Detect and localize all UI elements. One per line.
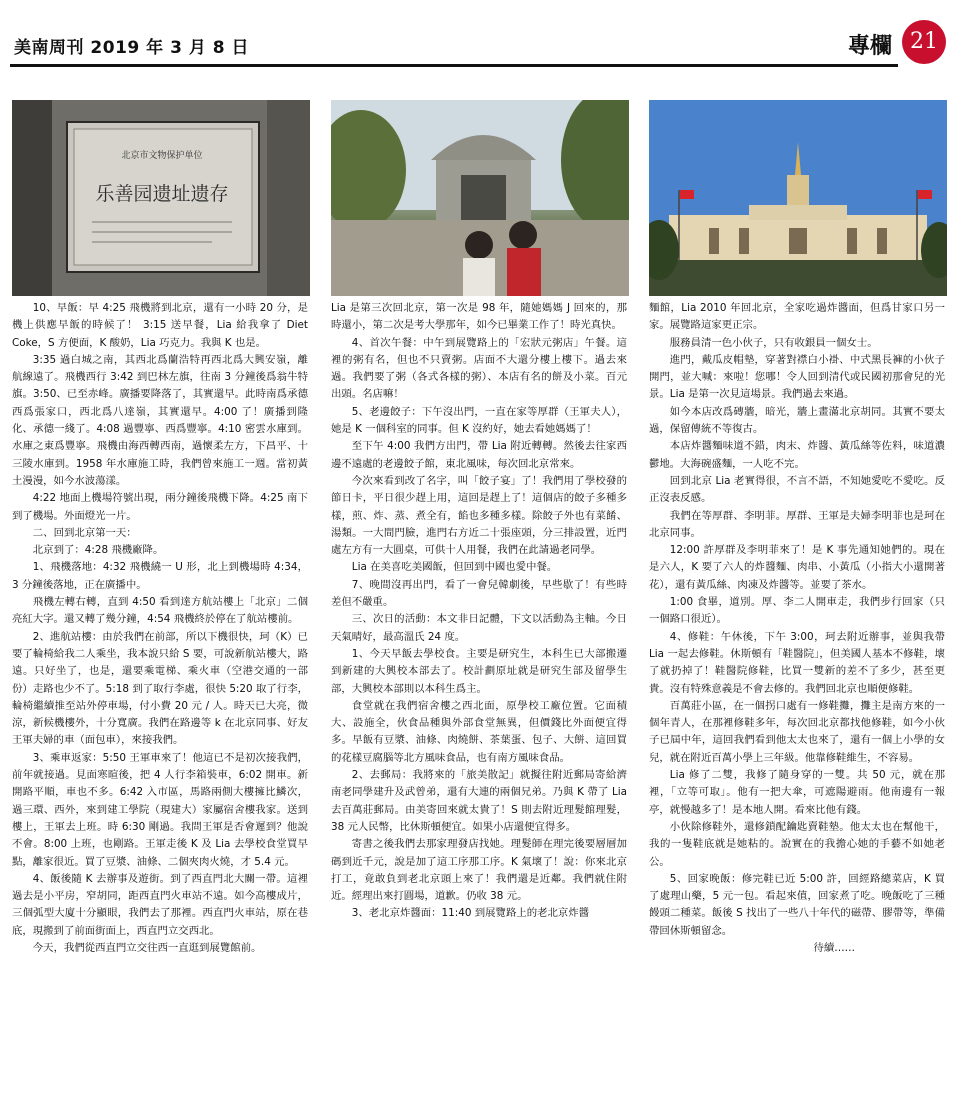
exhibition-illustration — [649, 100, 947, 296]
paragraph: 5、老邊餃子：下午沒出門，一直在家等厚群（王軍夫人），她是 K 一個科室的同事。但 K 沒約好，她去看她媽媽了！ — [331, 405, 627, 436]
plaque-top-text: 北京市文物保护单位 — [121, 151, 203, 161]
photo-gate-boys — [331, 100, 629, 296]
paragraph: 7、晚間沒再出門，看了一會兒韓劇後，早些歇了！有些時差但不嚴重。 — [331, 578, 627, 609]
paragraph: 食堂就在我們宿舍樓之西北面，原學校工廠位置。它面積大、設施全，伙食品種與外部食堂無異，但價錢比外面便宜得多。早飯有豆漿、油條、肉燒餅、茶葉蛋、包子、大餅、這回買的花樣豆腐腦等北方風味食品，也有南方風味食品。 — [331, 699, 627, 764]
gate-illustration — [331, 100, 629, 296]
paragraph: 5、回家晚飯：修完鞋已近 5:00 許，回經路總菜店，K 買了處理山藥，5 元一包。看起來值，回家煮了吃。晚飯吃了三種饅頭二種菜。飯後 S 找出了一些八十年代的磁帶、膠帶等，準備帶回休斯頓留念。 — [649, 872, 945, 937]
paragraph: 2、去郵局：我將來的「旅美散記」就擬往附近郵局寄給濟南老同學建升及武曾弟，還有大連的兩個兄弟。乃與 K 帶了 Lia 去百萬莊郵局。由美寄回來就太貴了！S 則去附近理髮館理髮，38 元人民幣，比休斯頓便宜。如果小店還便宜得多。 — [331, 769, 627, 833]
paragraph: Lia 在美喜吃美國飯，但回到中國也愛中餐。 — [351, 561, 558, 574]
section-heading: 二、回到北京第一天： — [32, 526, 137, 539]
page-header — [0, 0, 960, 80]
paragraph: 4:22 地面上機場符號出現，兩分鐘後飛機下降。4:25 南下到了機場。外面燈光一片。 — [12, 492, 308, 522]
paragraph: 三、次日的活動：本文非日記體，下文以活動為主軸。今日天氣晴好，最高溫氏 24 度。 — [331, 613, 627, 643]
paragraph: 我們在等厚群、李明菲。厚群、王軍是夫婦李明菲也是珂在北京同事。 — [649, 509, 945, 539]
paragraph: 如今本店改爲磚牆，暗光，牆上畫滿北京胡同。其實不要太過，保留傳統不等復古。 — [649, 405, 945, 436]
paragraph: 進門，戴瓜皮帽墊，穿著對襟白小褂、中式黑長褲的小伙子開門，並大喊：來啦！您哪！令人回到清代或民國初那會兒的光景。Lia 是第一次見這場景。我們過去來過。 — [649, 353, 945, 401]
paragraph: 1:00 食畢，道別。厚、李二人開車走，我們步行回家（只一個路口很近）。 — [649, 596, 945, 626]
paragraph: 今天，我們從西直門立交往西一直逛到展覽館前。 — [32, 941, 262, 954]
article-column-2 — [331, 300, 627, 923]
paragraph: 回到北京 Lia 老實得很，不言不語，不知她愛吃不愛吃。反正沒表反感。 — [649, 474, 945, 505]
paragraph: Lia 修了二雙，我修了隨身穿的一雙。共 50 元，就在那裡，「立等可取」。他有一把大傘，可遮陽避雨。他南邊有一報亭，就慢越多了！是本地人開。看來比他有錢。 — [649, 769, 945, 816]
paragraph: Lia 是第三次回北京，第一次是 98 年，隨她媽媽 J 回來的，那時還小，第二次是考大學那年，如今已畢業工作了！時光真快。 — [331, 302, 627, 332]
section-title: 專欄 — [847, 34, 892, 59]
header-rule — [10, 64, 898, 67]
paragraph: 飛機左轉右轉，直到 4:50 看到達方航站樓上「北京」二個亮紅大字。還又轉了幾分鐘，4:54 飛機終於停在了航站樓前。 — [12, 596, 308, 626]
paragraph: 3、乘車返家：5:50 王軍車來了！他這已不是初次接我們，前年就接過。見面寒暄後，把 4 人行李箱裝車，6:02 開車。新開路平順，車也不多。6:42 入市區，馬路兩側大樓擁比鱗次，過三環、西外，來到建工學院（現建大）家屬宿舍樓我家。送到樓上，王軍去上班。時 6:30 剛過。我問王軍是否會遲到？他說不會。8:00 上班，也剛路。王軍走後 K 及 Lia 去學校食堂買早點，離家很近。買了豆漿、油條、二個夾肉火燒，才 5.4 元。 — [12, 751, 308, 868]
to-be-continued: 待續…… — [813, 941, 855, 954]
paragraph: 12:00 許厚群及李明菲來了！是 K 事先通知她們的。現在是六人，K 要了六人的炸醬麵、肉串、小黃瓜（小指大小還開著花），還有黃瓜絲、肉凍及炸醬等。並要了茶水。 — [649, 544, 945, 591]
plaque-title-text: 乐善园遗址遗存 — [95, 183, 229, 205]
paragraph: 今次來看到改了名字，叫「餃子宴」了！我們用了學校發的節日卡，平日很少趕上用，這回是趕上了！這個店的餃子多種多樣，煎、炸、蒸、煮全有，餡也多種多樣。除餃子外也有菜餚、湯類。一大間門臉，進門右方近二十張座頭，分三排設置，近門處左方有一大圓桌，可供十人用餐，我們在此請過老同學。 — [331, 474, 627, 557]
paragraph: 4、修鞋：午休後，下午 3:00，珂去附近辦事，並與我帶 Lia 一起去修鞋。休斯頓有「鞋醫院」，但美國人基本不修鞋，壞了就扔掉了！鞋醫院修鞋，比買一雙新的差不了多少，甚至更貴。沒有特殊意義是不會去修的。我們回北京也順便修鞋。 — [649, 630, 945, 695]
paragraph: 服務員清一色小伙子，只有收銀員一個女士。 — [669, 336, 878, 349]
paragraph: 4、首次午餐：中午到展覽路上的「宏狀元粥店」午餐。這裡的粥有名，但也不只賣粥。店面不大還分樓上樓下。過去來過。我們要了粥（各式各樣的粥）、本店有名的餅及小菜。百元出頭。名店嘛！ — [331, 336, 627, 401]
photo-memorial-plaque — [12, 100, 310, 296]
page-number-badge: 21 — [902, 20, 946, 64]
paragraph: 麵館，Lia 2010 年回北京，全家吃過炸醬面，但爲甘家口另一家。展覽路這家更正宗。 — [649, 302, 945, 332]
paragraph: 本店炸醬麵味道不錯，肉末、炸醬、黃瓜絲等佐料，味道濃鬱地。大海碗盛麵，一人吃不完。 — [649, 440, 945, 470]
paragraph: 4、飯後隨 K 去辦事及遊街。到了西直門北大關一帶。這裡過去是小平房，窄胡同，距西直門火車站不遠。如今高樓成片，三個弧型大廈十分顯眼，我們去了那裡。西直門火車站，原在巷底，現搬到了前面街面上，西直門立交西北。 — [12, 872, 308, 937]
plaque-illustration — [12, 100, 310, 296]
paragraph: 1、飛機落地：4:32 飛機繞一 U 形，北上到機場時 4:34，3 分鐘後落地，正在廣播中。 — [12, 561, 308, 591]
paragraph: 寄書之後我們去那家理發店找她。理髮師在理完後要層層加碼到近千元，說是加了這工序那工序。K 氣壞了！說：你來北京打工，竟敢負到老北京頭上來了！我們還是近鄰。我們就住附近。經理出來打圓場，道歉。仍收 38 元。 — [331, 838, 627, 903]
article-column-3 — [649, 300, 945, 957]
photo-exhibition-hall — [649, 100, 947, 296]
paragraph: 小伙除修鞋外，還修鎖配鑰匙賣鞋墊。他太太也在幫他干，我的一隻鞋底就是她粘的。說實在的我擔心她的手藝不如她老公。 — [649, 820, 945, 868]
paragraph: 2、進航站樓：由於我們在前部，所以下機很快，珂（K）已要了輪椅給我二人乘坐，我本說只給 S 要，可說新航站樓大，路遠。只好坐了，也是，還要乘電梯、乘火車（空港交通的一部份）走路也少不了。5:18 到了取行李處，很快 5:20 取了行李，輪椅繼續推至站外停車場，付小費 20 元 / 人。時天已大亮，微涼，新候機樓外，十分寬廣。我們在路邊等 k 在北京同事、好友王軍夫婦的車（面包車），來接我們。 — [12, 630, 308, 747]
paragraph: 3:35 過白城之南，其西北爲蘭浩特再西北爲大興安嶺，離航線遠了。飛機西行 3:42 到巴林左旗，往南 3 分鐘後爲翁牛特旗。3:50、已至赤峰。廣播要降落了，其實還早。此時南爲承德西爲張家口，西北爲八達嶺，其實還早。4:00 了！廣播到隆化、承德一綫了。4:08 過豐寧、西爲豐寧。4:10 密雲水庫到。水庫之東爲豐寧。飛機由海西轉西南，過懷柔左方，下昌平、十三陵水庫到。1958 年水庫施工時，我們曾來施工一週。當初黃土漫漫，如今水波蕩漾。 — [12, 353, 308, 487]
paragraph: 百萬莊小區，在一個拐口處有一修鞋攤，攤主是南方來的一個年青人，在那裡修鞋多年，每次回北京都找他修鞋，如今小伙子已屆中年，這回我們看到他太太也來了，還有一個上小學的女兒，就在附近百萬小學上三年級。他靠修鞋維生，不容易。 — [649, 699, 945, 764]
paragraph: 10、早飯：早 4:25 飛機將到北京，還有一小時 20 分，是機上供應早飯的時候了！ 3:15 送早餐，Lia 給我拿了 Diet Coke，S 方便面，K 酸奶，Lia 巧克力。我與 K 也是。 — [12, 302, 308, 349]
article-column-1 — [12, 300, 308, 957]
paragraph: 1、今天早飯去學校食。主要是研究生，本科生已大部搬遷到新建的大興校本部去了。校計劃原址就是研究生部及留學生部，大興校本部則以本科生爲主。 — [331, 647, 627, 695]
paragraph: 至下午 4:00 我們方出門，帶 Lia 附近轉轉。然後去往家西邊不遠處的老邊餃子館，東北風味，每次回北京常來。 — [331, 440, 627, 470]
paragraph: 北京到了：4:28 飛機廠降。 — [32, 544, 164, 557]
publication-date: 美南周刊 2019 年 3 月 8 日 — [14, 38, 249, 58]
paragraph: 3、老北京炸醬面：11:40 到展覽路上的老北京炸醬 — [351, 907, 590, 920]
